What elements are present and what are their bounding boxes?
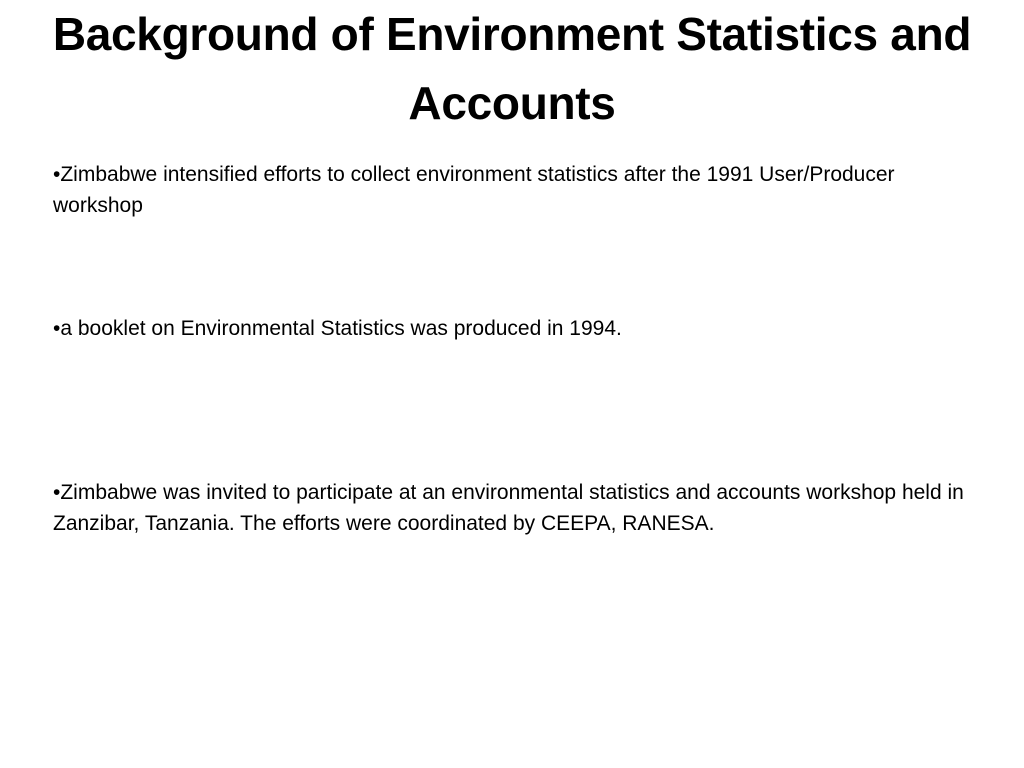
bullet-marker: • [53, 481, 61, 504]
bullet-item [53, 159, 973, 221]
bullet-marker: • [53, 163, 61, 186]
bullet-item [53, 313, 973, 344]
bullet-text: a booklet on Environmental Statistics was produced in 1994. [60, 317, 622, 340]
bullet-marker: • [53, 317, 61, 340]
slide-title: Background of Environment Statistics and Accounts [52, 8, 972, 129]
bullet-text: Zimbabwe was invited to participate at an environmental statistics and accounts workshop held in Zanzibar, Tanzania. The efforts were coordinated by CEEPA, RANESA. [53, 481, 964, 535]
bullet-text: Zimbabwe intensified efforts to collect environment statistics after the 1991 User/Producer workshop [53, 163, 895, 217]
bullet-item [53, 477, 973, 539]
